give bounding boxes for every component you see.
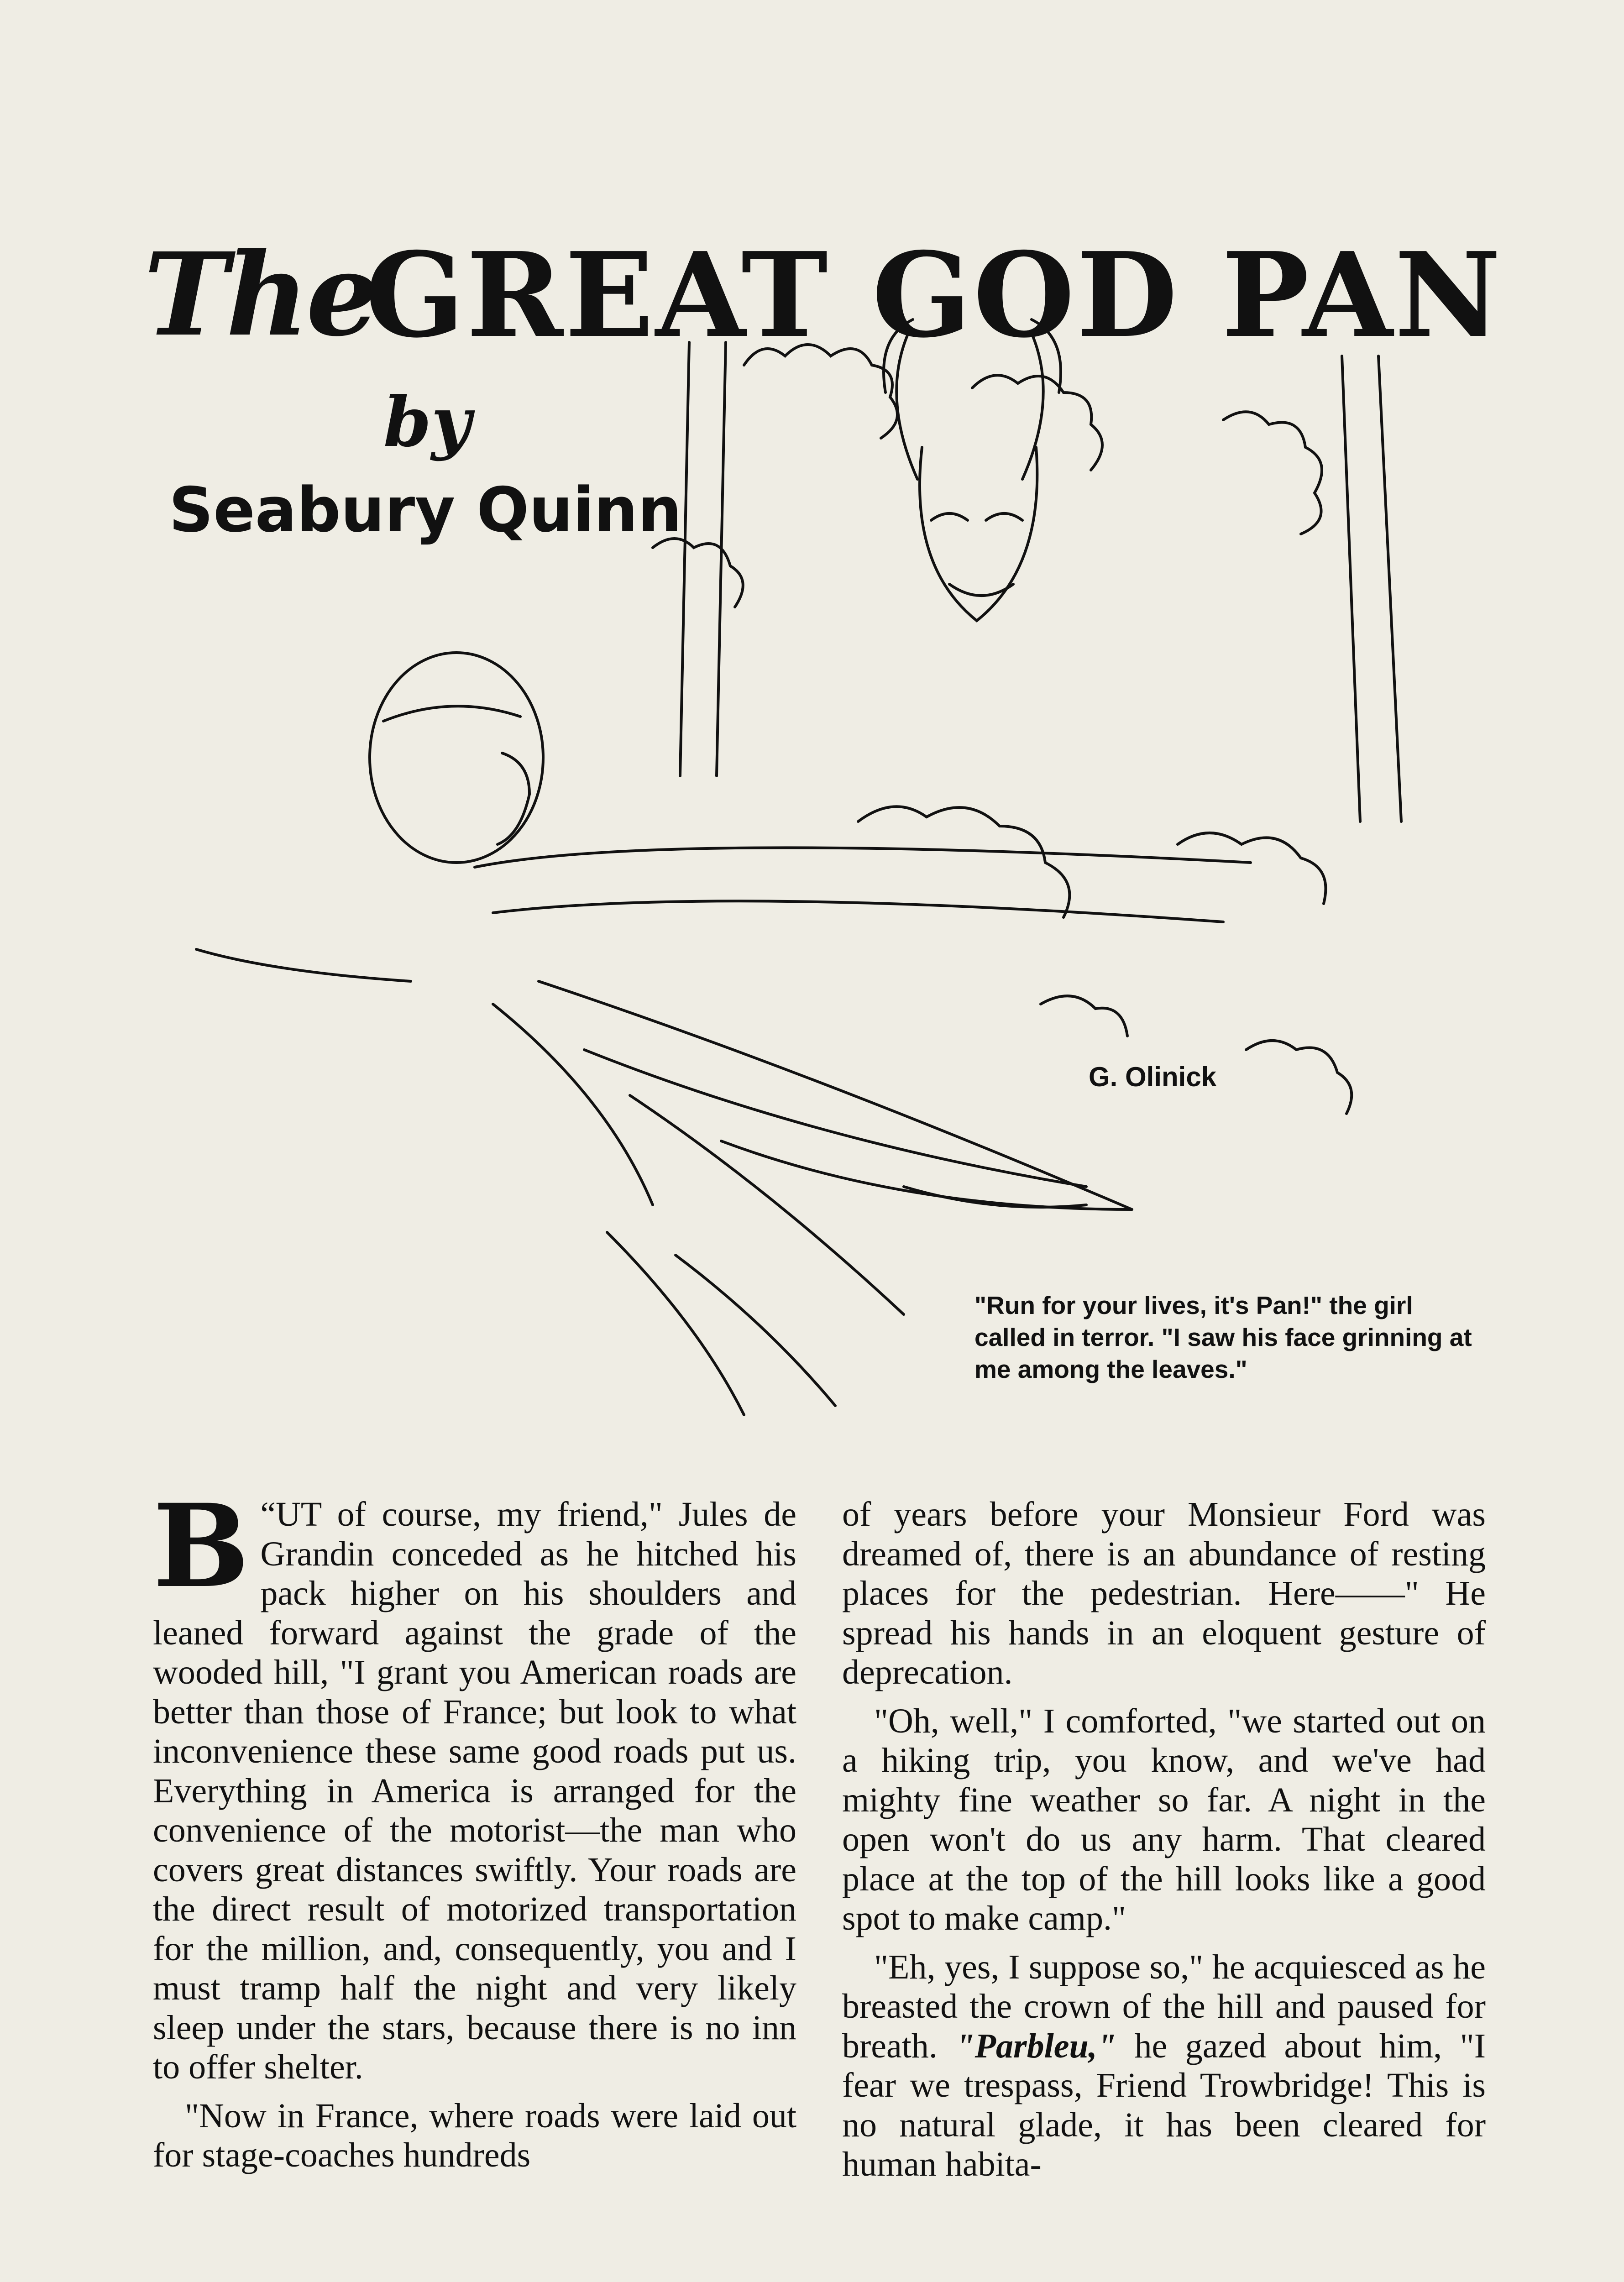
- paragraph: "Now in France, where roads were laid out for stage-coaches hundreds: [153, 2096, 796, 2174]
- paragraph: [153, 1479, 796, 2087]
- illustration-svg: [173, 228, 1534, 1438]
- paragraph: of years before your Monsieur Ford was dreamed of, there is an abundance of resting places for the pedestrian. Here——" He spread his hands in an eloquent gesture of deprecation.: [842, 1495, 1486, 1691]
- paragraph-text: "Eh, yes, I suppose so," he acquiesced as he breasted the crown of the hill and paused for breath.: [842, 1947, 1486, 2065]
- paragraph: "Oh, well," I comforted, "we started out on a hiking trip, you know, and we've had mighty fine weather so far. A night in the open won't do us any harm. That cleared place at the top of the hill looks like a good spot to make camp.": [842, 1701, 1486, 1937]
- story-title: GREAT GOD PAN: [365, 227, 1503, 364]
- text-column-left: [153, 1479, 796, 2175]
- artist-signature: G. Olinick: [1089, 1062, 1217, 1092]
- byline-by: by: [383, 382, 471, 462]
- illustration-caption: "Run for your lives, it's Pan!" the girl called in terror. "I saw his face grinning at me among the leaves.": [974, 1291, 1472, 1383]
- pan-face: [884, 319, 1061, 621]
- drop-cap: B: [153, 1479, 250, 1613]
- paragraph-text: UT of course, my friend," Jules de Grandin conceded as he hitched his pack higher on his shoulders and leaned forward against the grade of the wooded hill, "I grant you American roads are better than those of France; but look to what inconvenience these same good roads put us. Everything in America is arranged for the convenience of the motorist—the man who covers great distances swiftly. Your roads are the direct result of motorized transportation for the million, and, consequently, you and I must tramp half the night and very likely sleep under the stars, because there is no inn to offer shelter.: [153, 1495, 796, 2086]
- story-illustration: [173, 228, 1534, 1438]
- title-prefix: The: [144, 227, 376, 361]
- tree-trunk: [680, 342, 726, 776]
- foliage-cluster: [653, 345, 1352, 1114]
- open-quote-mark: “: [260, 1495, 276, 1534]
- text-column-right: [842, 1495, 1486, 2184]
- tree-trunk: [1342, 356, 1401, 822]
- paragraph: [842, 1947, 1486, 2184]
- author-name: Seabury Quinn: [169, 474, 682, 546]
- paragraph-text: he gazed about him, "I fear we trespass, Friend Trowbridge! This is no natural glade, it has been cleared for human habita-: [842, 2026, 1486, 2183]
- italic-exclamation: "Parbleu,": [955, 2026, 1116, 2065]
